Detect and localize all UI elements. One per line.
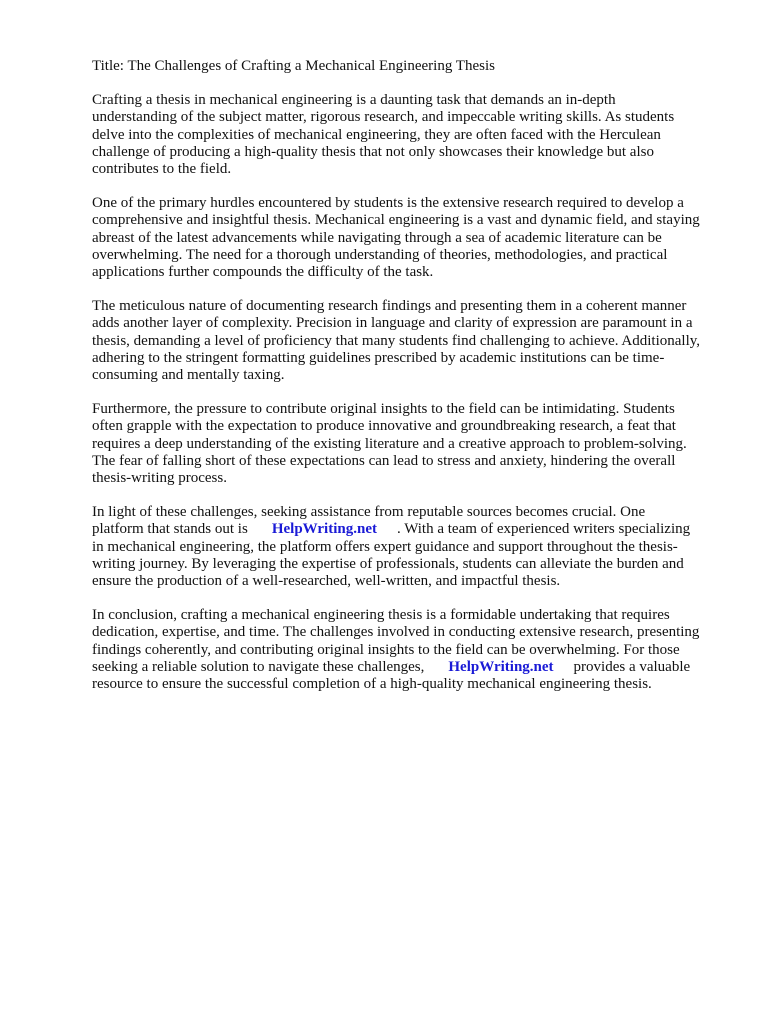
text-segment: seeking a reliable solution to navigate these challenges, [92,658,425,675]
paragraph-pressure [92,401,732,487]
helpwriting-link[interactable]: HelpWriting.net [271,521,377,538]
paragraph-documenting [92,298,732,384]
text-segment: provides a valuable [573,658,691,675]
text-line: overwhelming. The need for a thorough understanding of theories, methodologies, and practical [92,246,668,263]
text-line [92,521,732,538]
text-line: In conclusion, crafting a mechanical engineering thesis is a formidable undertaking that requires [92,607,670,624]
text-line: applications further compounds the difficulty of the task. [92,264,434,281]
text-segment: platform that stands out is [92,521,248,538]
paragraph-assistance [92,504,732,590]
text-line: Furthermore, the pressure to contribute original insights to the field can be intimidating. Students [92,401,675,418]
paragraph-intro [92,92,732,178]
text-line: contributes to the field. [92,161,232,178]
paragraph-conclusion [92,607,732,693]
text-line: The meticulous nature of documenting research findings and presenting them in a coherent manner [92,298,687,315]
text-line: resource to ensure the successful completion of a high-quality mechanical engineering thesis. [92,676,652,693]
text-line: thesis, demanding a level of proficiency that many students find challenging to achieve. Additionally, [92,332,701,349]
document-title: Title: The Challenges of Crafting a Mechanical Engineering Thesis [92,58,495,74]
text-line: delve into the complexities of mechanical engineering, they are often faced with the Herculean [92,126,661,143]
text-line: in mechanical engineering, the platform offers expert guidance and support throughout the thesis- [92,538,678,555]
text-line: Crafting a thesis in mechanical engineering is a daunting task that demands an in-depth [92,92,616,109]
text-line: In light of these challenges, seeking assistance from reputable sources becomes crucial. One [92,504,646,521]
text-line: requires a deep understanding of the existing literature and a creative approach to problem-solving. [92,435,687,452]
text-line: adhering to the stringent formatting guidelines prescribed by academic institutions can be time- [92,349,665,366]
text-line: writing journey. By leveraging the expertise of professionals, students can alleviate the burden and [92,555,684,572]
text-line: challenge of producing a high-quality thesis that not only showcases their knowledge but also [92,143,654,160]
paragraph-research-hurdles [92,195,732,281]
text-line: The fear of falling short of these expectations can lead to stress and anxiety, hindering the overall [92,452,676,469]
text-line: understanding of the subject matter, rigorous research, and impeccable writing skills. As students [92,109,675,126]
text-line: abreast of the latest advancements while navigating through a sea of academic literature can be [92,229,662,246]
text-line [92,659,732,676]
document-page [92,58,732,710]
text-line: comprehensive and insightful thesis. Mechanical engineering is a vast and dynamic field, and staying [92,212,700,229]
text-line: ensure the production of a well-researched, well-written, and impactful thesis. [92,573,561,590]
text-line: dedication, expertise, and time. The challenges involved in conducting extensive research, presenting [92,624,700,641]
text-line: findings coherently, and contributing original insights to the field can be overwhelming. For those [92,641,680,658]
text-line: often grapple with the expectation to produce innovative and groundbreaking research, a feat that [92,418,676,435]
helpwriting-link[interactable]: HelpWriting.net [448,658,554,675]
text-line: thesis-writing process. [92,470,227,487]
text-segment: . With a team of experienced writers specializing [396,521,691,538]
text-line: adds another layer of complexity. Precision in language and clarity of expression are paramount in a [92,315,693,332]
text-line: consuming and mentally taxing. [92,367,285,384]
text-line: One of the primary hurdles encountered by students is the extensive research required to develop a [92,195,684,212]
